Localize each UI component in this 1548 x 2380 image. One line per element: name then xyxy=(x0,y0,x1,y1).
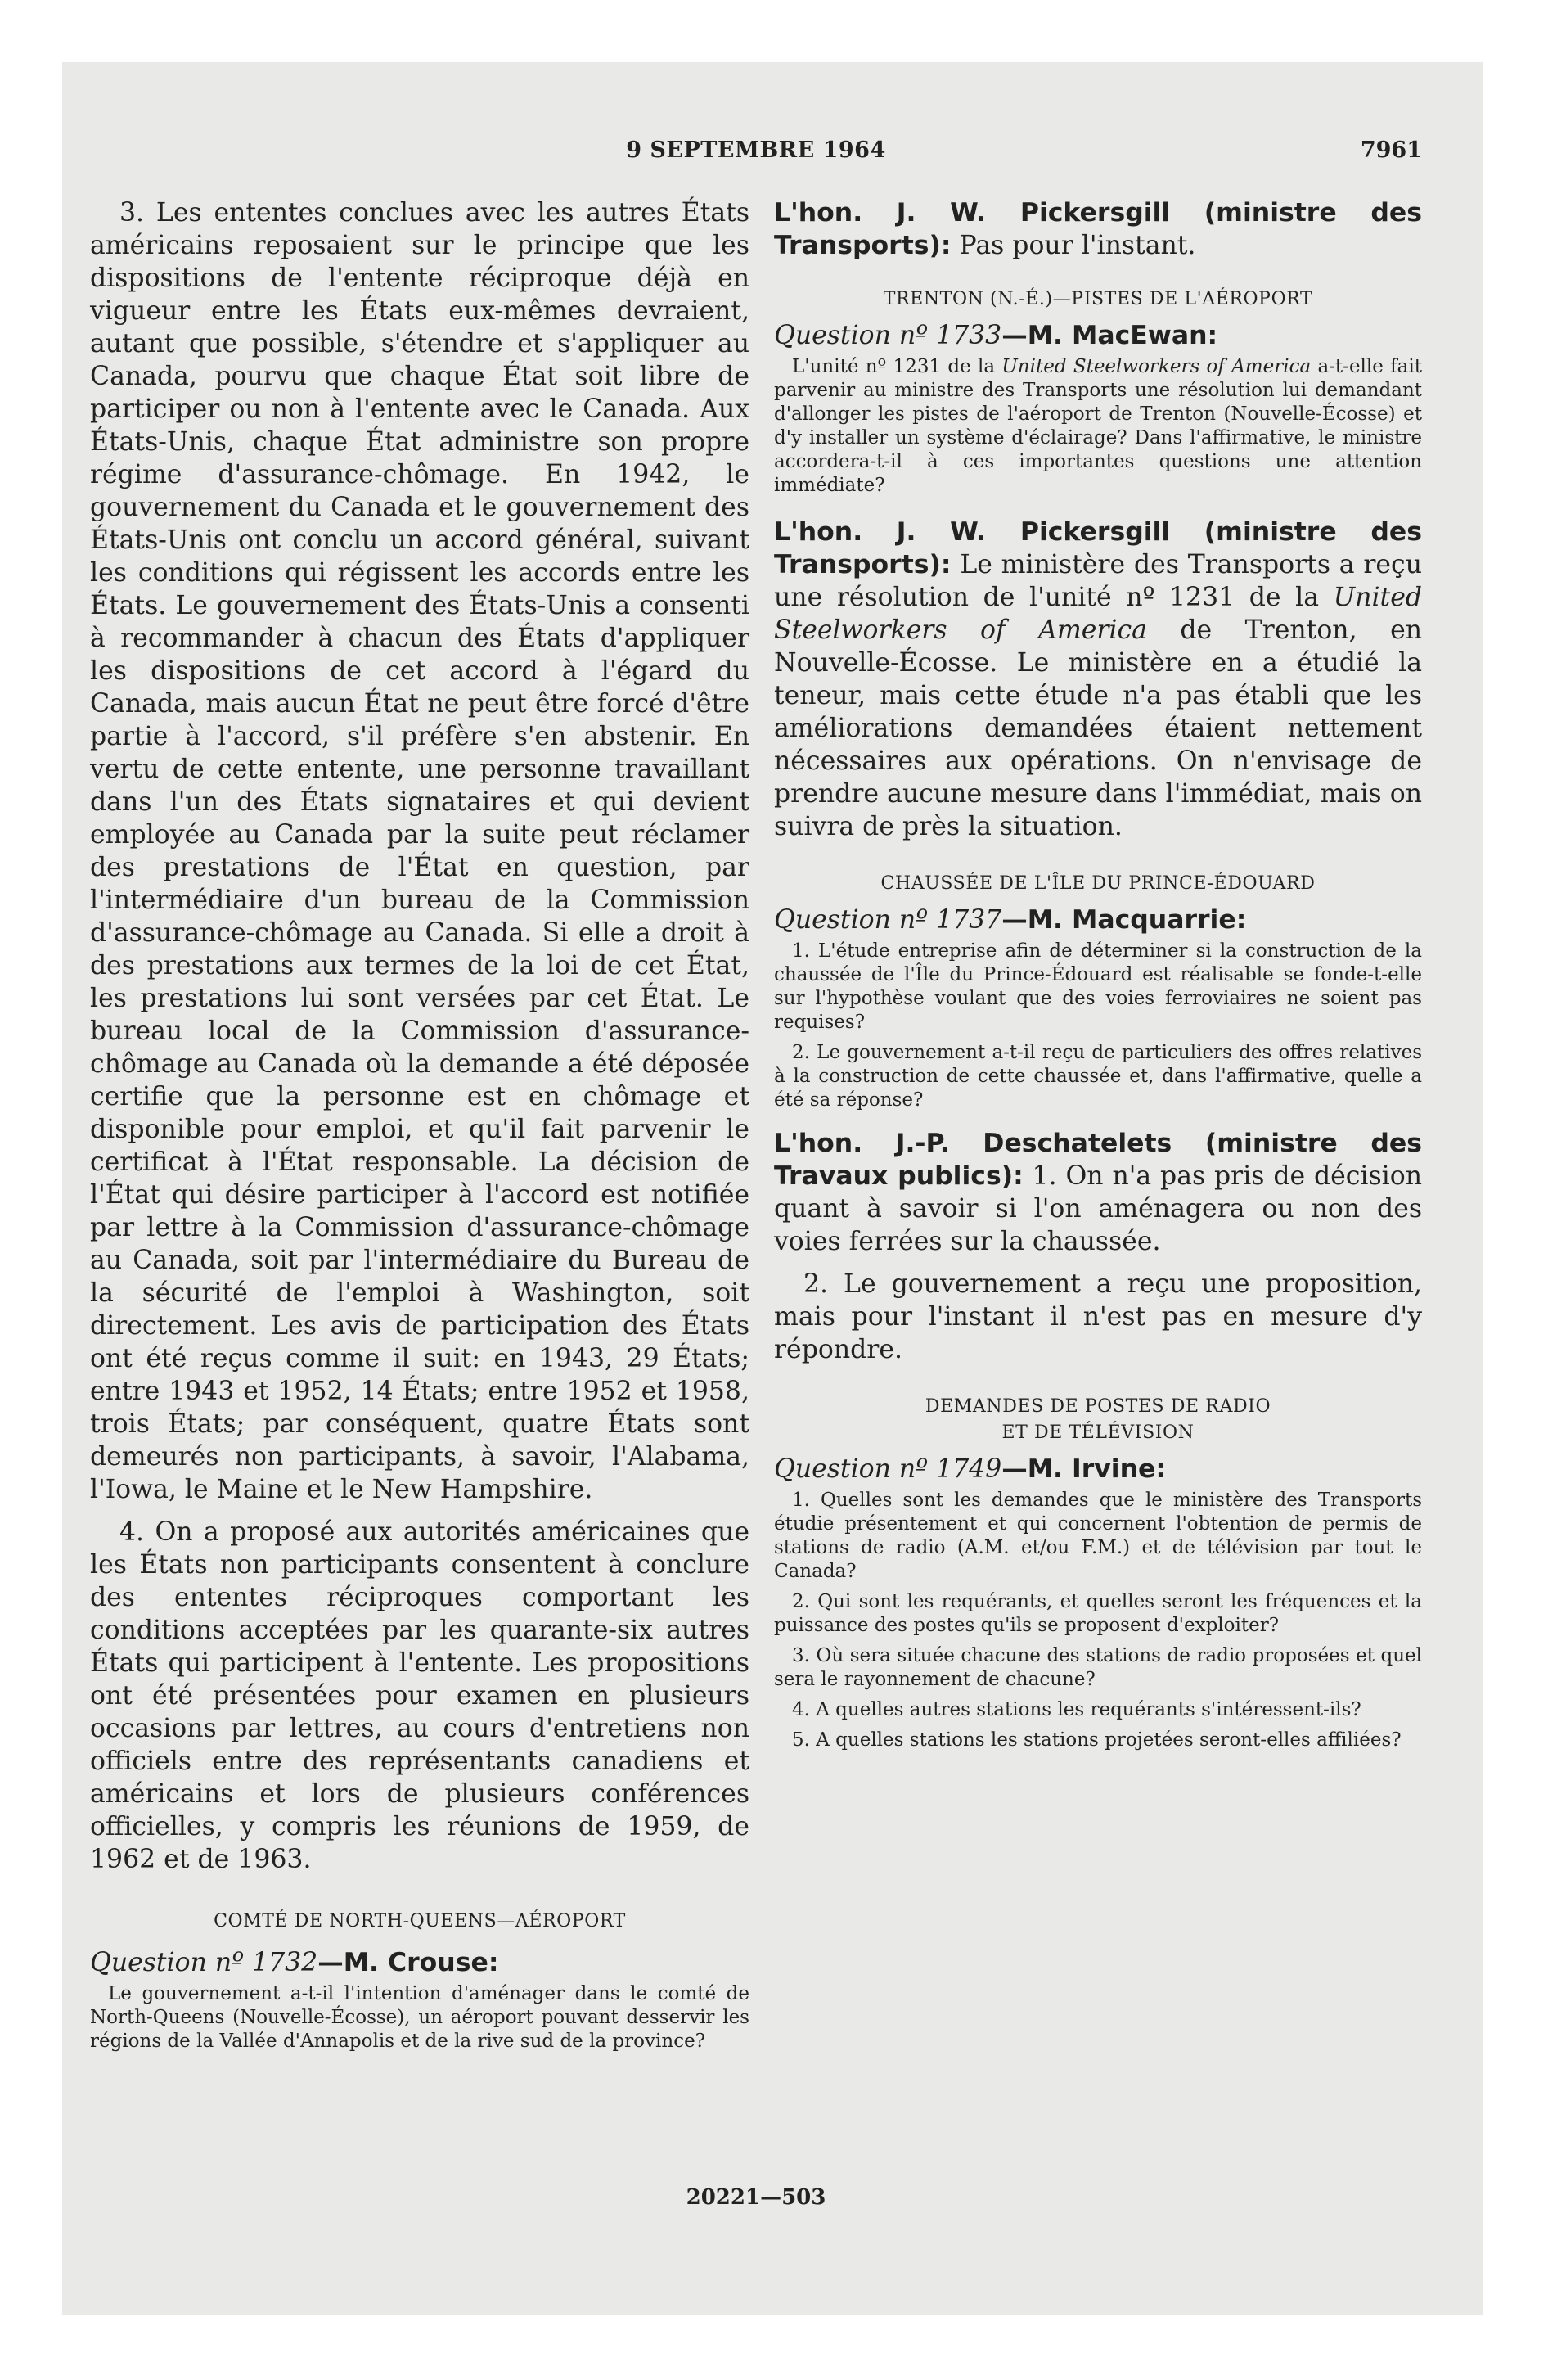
page-header xyxy=(90,137,1422,177)
footer-code: 20221—503 xyxy=(686,2185,826,2210)
question-label: Question nº 1749 xyxy=(774,1454,1002,1484)
heading-line: ET DE TÉLÉVISION xyxy=(1001,1422,1195,1443)
question-label: Question nº 1733 xyxy=(774,321,1002,350)
question-1749-title xyxy=(774,1453,1422,1485)
question-1749-item-5: 5. A quelles stations les stations projetées seront-elles affiliées? xyxy=(792,1729,1402,1751)
paragraph-3: 3. Les ententes conclues avec les autres États américains reposaient sur le principe que les dispositions de l'entente réciproque déjà en vigueur entre les États eux-mêmes devraient, autant que possible, s'étendre et s'appliquer au Canada, pourvu que chaque État soit libre de participer ou non à l'entente avec le Canada. Aux États-Unis, chaque État administre son propre régime d'assurance-chômage. En 1942, le gouvernement du Canada et le gouvernement des États-Unis ont conclu un accord général, suivant les conditions qui régissent les accords entre les États. Le gouvernement des États-Unis a consenti à recommander à chacun des États d'appliquer les dispositions de cet accord à l'égard du Canada, mais aucun État ne peut être forcé d'être partie à l'accord, s'il préfère s'en abstenir. En vertu de cette entente, une personne travaillant dans l'un des États signataires et qui devient employée au Canada par la suite peut réclamer des prestations de l'État en question, par l'intermédiaire d'un bureau de la Commission d'assurance-chômage au Canada. Si elle a droit à des prestations aux termes de la loi de cet État, les prestations lui sont versées par cet État. Le bureau local de la Commission d'assurance-chômage au Canada où la demande a été déposée certifie que la personne est en chômage et disponible pour emploi, et qu'il fait parvenir le certificat à l'État responsable. La décision de l'État qui désire participer à l'accord est notifiée par lettre à la Commission d'assurance-chômage au Canada, soit par l'intermédiaire du Bureau de la sécurité de l'emploi à Washington, soit directement. Les avis de participation des États ont été reçus comme il suit: en 1943, 29 États; entre 1943 et 1952, 14 États; entre 1952 et 1958, trois États; par conséquent, quatre États sont demeurés non participants, à savoir, l'Alabama, l'Iowa, le Maine et le New Hampshire. xyxy=(90,198,749,1504)
union-name: United Steelworkers of America xyxy=(1001,356,1312,377)
answer-1737-part-1 xyxy=(774,1127,1422,1258)
section-heading-north-queens: COMTÉ DE NORTH-QUEENS—AÉROPORT xyxy=(214,1911,626,1931)
answer-text: Pas pour l'instant. xyxy=(951,231,1196,260)
question-1749-item-3: 3. Où sera située chacune des stations de radio proposées et quel sera le rayonnement de chacune? xyxy=(774,1645,1422,1690)
answer-1733 xyxy=(774,516,1422,843)
question-member: —M. Crouse: xyxy=(317,1948,499,1977)
page-number: 7961 xyxy=(1360,137,1422,163)
question-member: —M. Macquarrie: xyxy=(1001,905,1247,935)
question-member: —M. Irvine: xyxy=(1001,1454,1166,1484)
question-1737-item-2: 2. Le gouvernement a-t-il reçu de particuliers des offres relatives à la construction de cette chaussée et, dans l'affirmative, quelle a été sa réponse? xyxy=(774,1042,1422,1111)
speaker-name: L'hon. J.-P. Deschatelets (ministre des Travaux publics): xyxy=(774,1129,1422,1191)
question-label: Question nº 1737 xyxy=(774,905,1002,935)
paragraph-4: 4. On a proposé aux autorités américaines que les États non participants consentent à conclure des ententes réciproques comportant les conditions acceptées par les quarante-six autres États qui participent à l'entente. Les propositions ont été présentées pour examen en plusieurs occasions par lettres, au cours d'entretiens non officiels entre des représentants canadiens et américains et lors de plusieurs conférences officielles, y compris les réunions de 1959, de 1962 et de 1963. xyxy=(90,1517,749,1874)
union-name: United Steelworkers of America xyxy=(774,583,1422,645)
page-footer xyxy=(90,2185,1422,2210)
speaker-name: L'hon. J. W. Pickersgill (ministre des Transports): xyxy=(774,517,1422,579)
question-1733-text xyxy=(774,355,1422,498)
question-1749-item-4: 4. A quelles autres stations les requérants s'intéressent-ils? xyxy=(792,1699,1361,1720)
question-1733-title xyxy=(774,319,1422,352)
text-run: 1. On n'a pas pris de décision quant à savoir si l'on aménagera ou non des voies ferrées sur la chaussée. xyxy=(774,1161,1422,1256)
question-member: —M. MacEwan: xyxy=(1001,321,1218,350)
answer-intro xyxy=(774,196,1422,262)
left-column xyxy=(90,196,749,2053)
question-1732-title xyxy=(90,1946,749,1979)
heading-line: DEMANDES DE POSTES DE RADIO xyxy=(925,1396,1271,1417)
text-run: Le ministère des Transports a reçu une résolution de l'unité nº 1231 de la xyxy=(774,550,1422,612)
section-heading-causeway: CHAUSSÉE DE L'ÎLE DU PRINCE-ÉDOUARD xyxy=(880,873,1316,894)
question-1749-item-2: 2. Qui sont les requérants, et quelles seront les fréquences et la puissance des postes qu'ils se proposent d'exploiter? xyxy=(774,1591,1422,1636)
text-run: de Trenton, en Nouvelle-Écosse. Le ministère en a étudié la teneur, mais cette étude n'a pas établi que les améliorations demandées étaient nettement nécessaires aux opérations. On n'envisage de prendre aucune mesure dans l'immédiat, mais on suivra de près la situation. xyxy=(774,615,1422,841)
header-date: 9 SEPTEMBRE 1964 xyxy=(626,137,886,163)
speaker-name: L'hon. J. W. Pickersgill (ministre des Transports): xyxy=(774,198,1422,260)
question-1737-title xyxy=(774,904,1422,936)
question-1749-item-1: 1. Quelles sont les demandes que le ministère des Transports étudie présentement et qui concernent l'obtention de permis de stations de radio (A.M. et/ou F.M.) et de télévision par tout le Canada? xyxy=(774,1490,1422,1582)
right-column xyxy=(774,196,1422,1752)
question-1737-item-1: 1. L'étude entreprise afin de déterminer si la construction de la chaussée de l'Île du Prince-Édouard est réalisable se fonde-t-elle sur l'hypothèse voulant que des voies ferroviaires ne soient pas requises? xyxy=(774,940,1422,1033)
answer-1737-part-2: 2. Le gouvernement a reçu une proposition, mais pour l'instant il n'est pas en mesure d'y répondre. xyxy=(774,1269,1422,1364)
text-run: a-t-elle fait parvenir au ministre des Transports une résolution lui demandant d'allonger les pistes de l'aéroport de Trenton (Nouvelle-Écosse) et d'y installer un système d'éclairage? Dans l'affirmative, le ministre accordera-t-il à ces importantes questions une attention immédiate? xyxy=(774,356,1422,496)
section-heading-trenton: TRENTON (N.-É.)—PISTES DE L'AÉROPORT xyxy=(883,289,1313,309)
question-1732-text: Le gouvernement a-t-il l'intention d'aménager dans le comté de North-Queens (Nouvelle-Écosse), un aéroport pouvant desservir les régions de la Vallée d'Annapolis et de la rive sud de la province? xyxy=(90,1983,749,2052)
text-run: L'unité nº 1231 de la xyxy=(792,356,1002,377)
question-label: Question nº 1732 xyxy=(90,1948,318,1977)
section-heading-radio-tv xyxy=(774,1394,1422,1446)
